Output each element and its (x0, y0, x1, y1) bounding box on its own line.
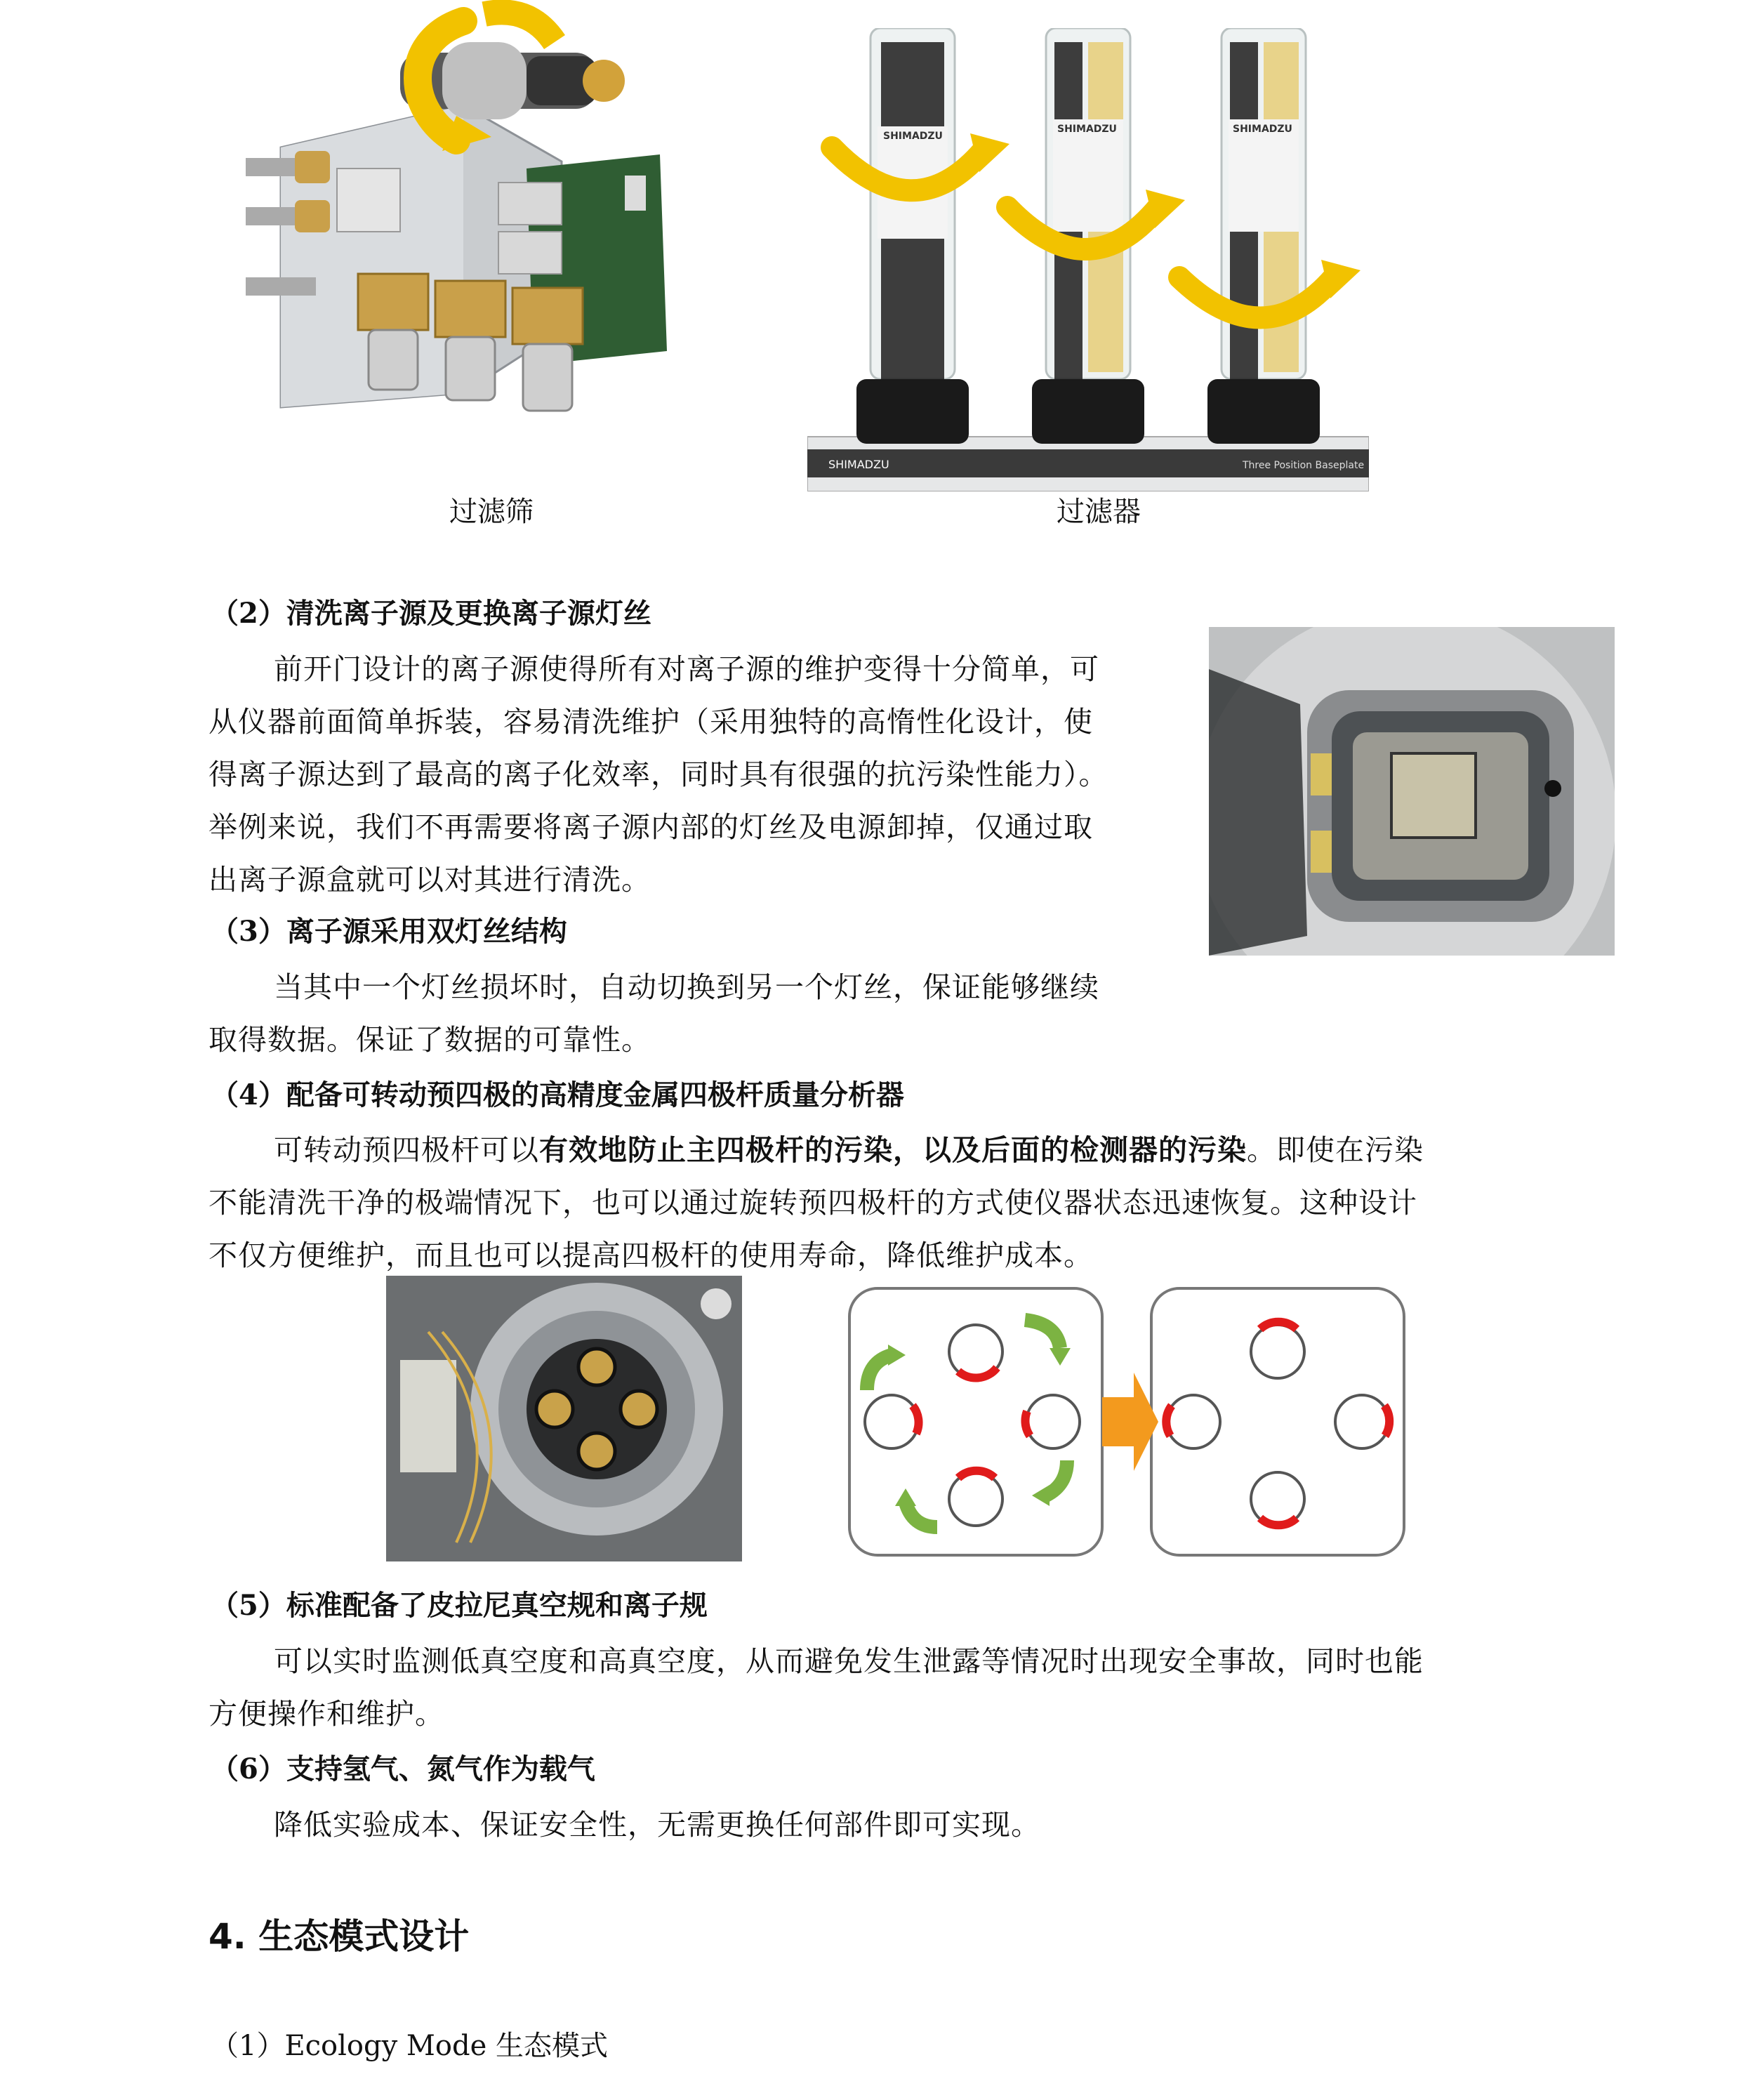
sec4-line-1 (274, 1127, 1424, 1168)
ion-source-door-image (1209, 627, 1615, 956)
sec2-line-4: 举例来说，我们不再需要将离子源内部的灯丝及电源卸掉，仅通过取 (208, 810, 1093, 844)
caption-filter: 过滤器 (1057, 496, 1141, 528)
sec4-line-1-bold: 有效地防止主四极杆的污染，以及后面的检测器的污染 (539, 1133, 1247, 1167)
eco-mode-heading: （1）Ecology Mode 生态模式 (211, 2030, 608, 2062)
sec3-line-1: 当其中一个灯丝损坏时，自动切换到另一个灯丝，保证能够继续 (274, 970, 1099, 1004)
prequadrupole-rotation-diagram (846, 1285, 1408, 1559)
sec6-line-1: 降低实验成本、保证安全性，无需更换任何部件即可实现。 (274, 1808, 1040, 1842)
filter-image (807, 28, 1369, 491)
tube2-brand: SHIMADZU (1057, 124, 1117, 135)
section-5-heading: （5）标准配备了皮拉尼真空规和离子规 (211, 1589, 708, 1622)
tube1-brand: SHIMADZU (883, 131, 943, 142)
section-2-heading: （2）清洗离子源及更换离子源灯丝 (211, 597, 651, 630)
sec2-line-3: 得离子源达到了最高的离子化效率，同时具有很强的抗污染性能力）。 (208, 758, 1108, 791)
rod-after-right (1335, 1395, 1389, 1448)
rod-after-bottom (1251, 1472, 1304, 1526)
rod-before-left (865, 1395, 919, 1448)
rod-before-bottom (949, 1471, 1002, 1526)
sec2-line-5: 出离子源盒就可以对其进行清洗。 (208, 863, 651, 897)
rod-before-top (949, 1325, 1002, 1378)
caption-filter-screen: 过滤筛 (449, 496, 534, 528)
filter-screen-image (232, 0, 723, 428)
sec4-line-3: 不仅方便维护，而且也可以提高四极杆的使用寿命，降低维护成本。 (208, 1239, 1093, 1272)
sec2-line-1: 前开门设计的离子源使得所有对离子源的维护变得十分简单，可 (274, 652, 1099, 686)
sec5-line-2: 方便操作和维护。 (208, 1697, 444, 1731)
section-3-heading: （3）离子源采用双灯丝结构 (211, 915, 567, 948)
section-4-heading: （4）配备可转动预四极的高精度金属四极杆质量分析器 (211, 1078, 904, 1111)
sec4-line-1-c: 。即使在污染 (1247, 1133, 1424, 1167)
rod-after-left (1166, 1395, 1220, 1448)
rod-before-right (1025, 1395, 1080, 1448)
sec4-line-2: 不能清洗干净的极端情况下，也可以通过旋转预四极杆的方式使仪器状态迅速恢复。这种设计 (208, 1186, 1417, 1220)
sec3-line-2: 取得数据。保证了数据的可靠性。 (208, 1023, 651, 1057)
sec5-line-1: 可以实时监测低真空度和高真空度，从而避免发生泄露等情况时出现安全事故，同时也能 (274, 1644, 1424, 1678)
quadrupole-photo (386, 1276, 742, 1561)
baseplate-brand-label: SHIMADZU (828, 458, 889, 471)
sec4-line-1-a: 可转动预四极杆可以 (274, 1133, 539, 1167)
section-6-heading: （6）支持氢气、氮气作为载气 (211, 1752, 595, 1785)
chapter-title: 4. 生态模式设计 (208, 1916, 470, 1957)
sec2-line-2: 从仪器前面简单拆装，容易清洗维护（采用独特的高惰性化设计，使 (208, 705, 1093, 739)
tube3-brand: SHIMADZU (1233, 124, 1292, 135)
baseplate-model-label: Three Position Baseplate (1243, 460, 1365, 471)
